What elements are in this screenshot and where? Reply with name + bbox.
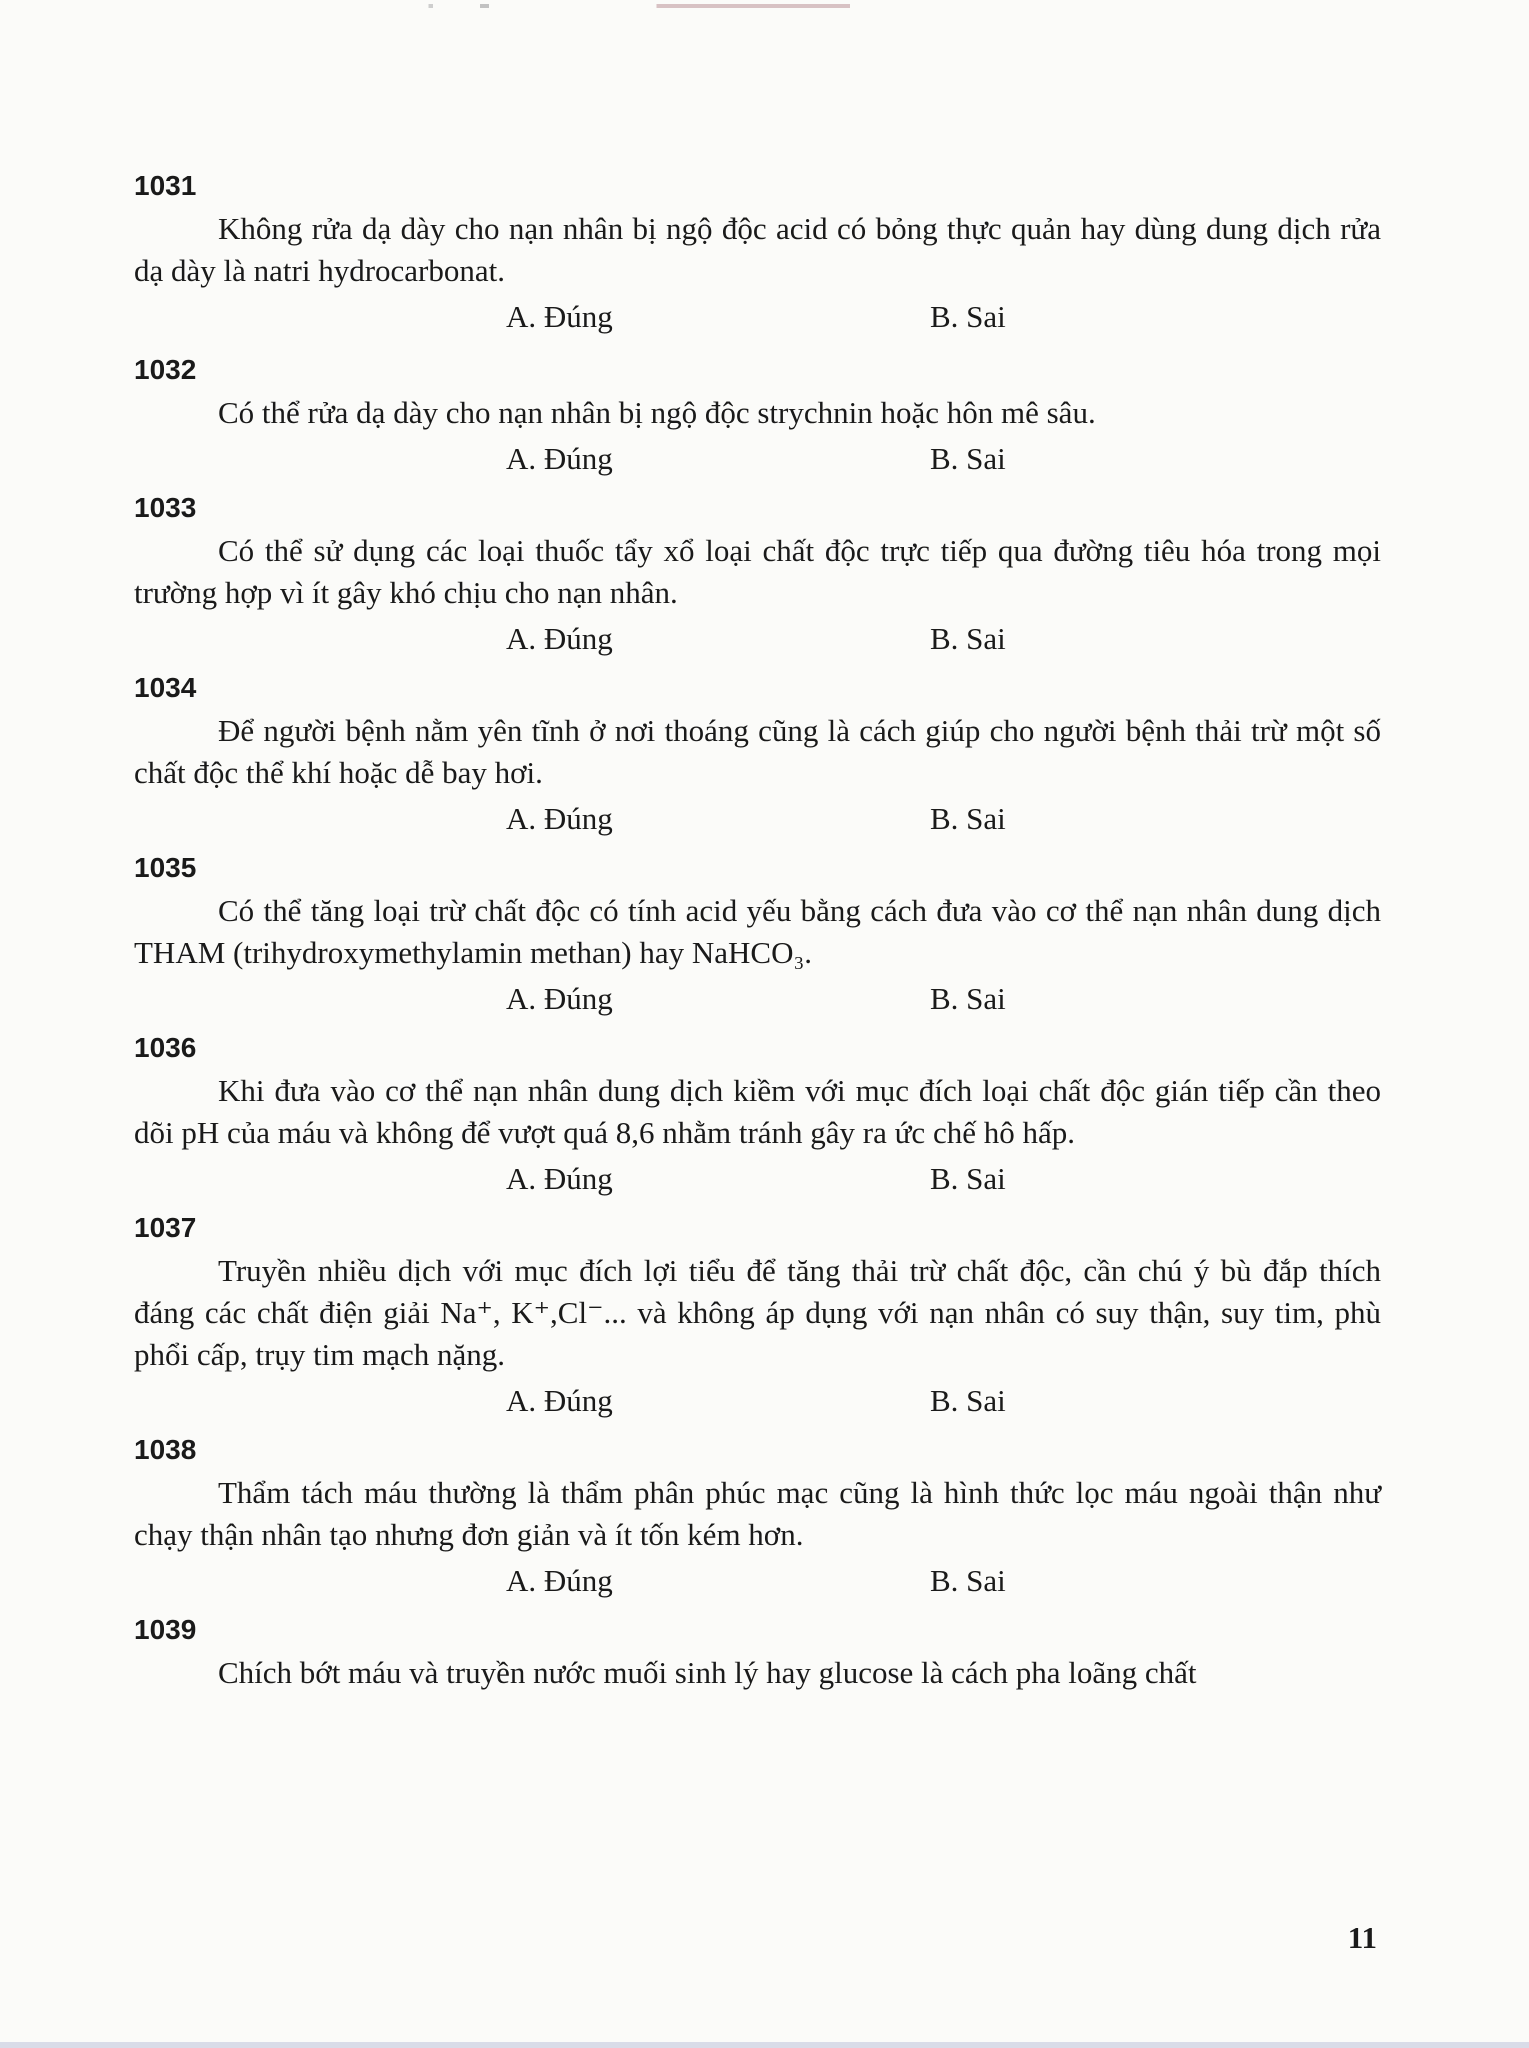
option-a: A. Đúng <box>506 1161 613 1196</box>
answer-options <box>134 1376 1381 1426</box>
option-a: A. Đúng <box>506 1383 613 1418</box>
option-b: B. Sai <box>930 441 1006 476</box>
question-text: Chích bớt máu và truyền nước muối sinh lý hay glucose là cách pha loãng chất <box>218 1655 1197 1690</box>
question-1033 <box>134 490 1381 664</box>
question-text: Không rửa dạ dày cho nạn nhân bị ngộ độc acid có bỏng thực quản hay dùng dung dịch rửa dạ dày là natri hydrocarbonat. <box>134 211 1381 288</box>
question-text: Truyền nhiều dịch với mục đích lợi tiểu để tăng thải trừ chất độc, cần chú ý bù đắp thích đáng các chất điện giải Na⁺, K⁺,Cl⁻... và không áp dụng với nạn nhân có suy thận, suy tim, phù phổi cấp, trụy tim mạch nặng. <box>134 1253 1381 1372</box>
page-number: 11 <box>1347 1920 1377 1955</box>
option-b: B. Sai <box>930 981 1006 1016</box>
question-text: Có thể sử dụng các loại thuốc tẩy xổ loại chất độc trực tiếp qua đường tiêu hóa trong mọi trường hợp vì ít gây khó chịu cho nạn nhân. <box>134 533 1381 610</box>
question-number: 1035 <box>134 852 197 883</box>
option-b: B. Sai <box>930 1563 1006 1598</box>
question-text: Để người bệnh nằm yên tĩnh ở nơi thoáng cũng là cách giúp cho người bệnh thải trừ một số chất độc thể khí hoặc dễ bay hơi. <box>134 713 1381 790</box>
question-number: 1037 <box>134 1212 197 1243</box>
answer-options <box>134 794 1381 844</box>
question-1039 <box>134 1612 1381 1694</box>
option-b: B. Sai <box>930 1161 1006 1196</box>
question-1034 <box>134 670 1381 844</box>
question-list <box>134 168 1381 1694</box>
option-a: A. Đúng <box>506 621 613 656</box>
question-1035 <box>134 850 1381 1024</box>
question-1036 <box>134 1030 1381 1204</box>
scan-artifact <box>420 4 850 8</box>
question-number: 1039 <box>134 1614 197 1645</box>
scan-edge <box>0 2042 1529 2048</box>
question-text: Có thể rửa dạ dày cho nạn nhân bị ngộ độc strychnin hoặc hôn mê sâu. <box>218 395 1096 430</box>
answer-options <box>134 974 1381 1024</box>
answer-options <box>134 1556 1381 1606</box>
option-b: B. Sai <box>930 621 1006 656</box>
question-number: 1034 <box>134 672 197 703</box>
answer-options <box>134 614 1381 664</box>
question-number: 1033 <box>134 492 197 523</box>
question-text: Thẩm tách máu thường là thẩm phân phúc mạc cũng là hình thức lọc máu ngoài thận như chạy thận nhân tạo nhưng đơn giản và ít tốn kém hơn. <box>134 1475 1381 1552</box>
question-1032 <box>134 352 1381 484</box>
option-a: A. Đúng <box>506 801 613 836</box>
question-1038 <box>134 1432 1381 1606</box>
question-number: 1032 <box>134 354 197 385</box>
question-text: Có thể tăng loại trừ chất độc có tính acid yếu bằng cách đưa vào cơ thể nạn nhân dung dịch THAM (trihydroxymethylamin methan) hay NaHCO₃. <box>134 893 1381 970</box>
option-b: B. Sai <box>930 801 1006 836</box>
question-number: 1031 <box>134 170 197 201</box>
option-b: B. Sai <box>930 299 1006 334</box>
question-1031 <box>134 168 1381 342</box>
question-number: 1036 <box>134 1032 197 1063</box>
question-1037 <box>134 1210 1381 1426</box>
option-a: A. Đúng <box>506 299 613 334</box>
option-b: B. Sai <box>930 1383 1006 1418</box>
answer-options <box>134 292 1381 342</box>
option-a: A. Đúng <box>506 981 613 1016</box>
answer-options <box>134 1154 1381 1204</box>
option-a: A. Đúng <box>506 441 613 476</box>
option-a: A. Đúng <box>506 1563 613 1598</box>
question-text: Khi đưa vào cơ thể nạn nhân dung dịch kiềm với mục đích loại chất độc gián tiếp cần theo dõi pH của máu và không để vượt quá 8,6 nhằm tránh gây ra ức chế hô hấp. <box>134 1073 1381 1150</box>
question-number: 1038 <box>134 1434 197 1465</box>
answer-options <box>134 434 1381 484</box>
